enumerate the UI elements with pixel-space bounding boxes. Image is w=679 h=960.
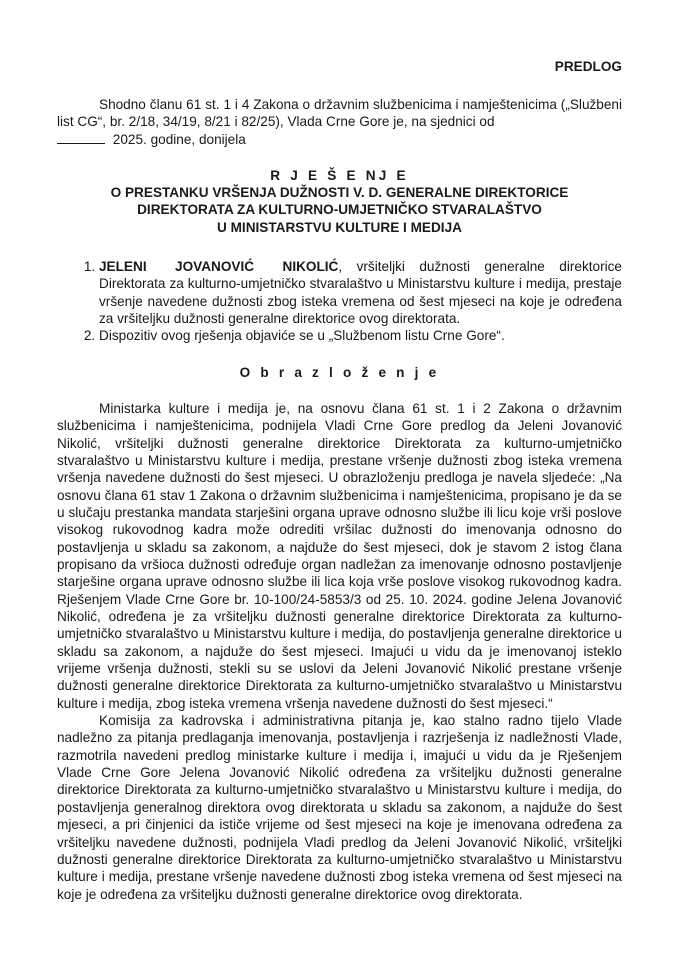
dispositive-list: [57, 258, 622, 345]
dispositive-item-2: [99, 327, 622, 344]
intro-text-after: 2025. godine, donijela: [112, 131, 246, 147]
dispositive-item-2-text: Dispozitiv ovog rješenja objaviće se u „Službenom listu Crne Gore“.: [99, 328, 505, 344]
dispositive-item-1: [99, 258, 622, 327]
title-line-3: DIREKTORATA ZA KULTURNO-UMJETNIČKO STVARALAŠTVO: [137, 202, 542, 218]
intro-text-before: Shodno članu 61 st. 1 i 4 Zakona o državnim službenicima i namještenicima („Službeni list CG“, br. 2/18, 34/19, 8/21 i 82/25), Vlada Crne Gore je, na sjednici od: [57, 97, 622, 130]
title-line-4: U MINISTARSTVU KULTURE I MEDIJA: [217, 219, 462, 235]
date-blank-line: [57, 131, 105, 144]
title-line-rjesenje: R J E Š E NJ E: [270, 168, 409, 184]
decision-title: [57, 167, 622, 236]
intro-paragraph: [57, 96, 622, 148]
reasoning-paragraph-2: Komisija za kadrovska i administrativna pitanja je, kao stalno radno tijelo Vlade nadležno za pitanja predlaganja imenovanja, postavljenja i razrješenja iz nadležnosti Vlade, razmotrila navedeni predlog ministarke kulture i medija i, imajući u vidu da je Rješenjem Vlade Crne Gore Jelena Jovanović Nikolić određena za vršiteljku dužnosti generalne direktorice Direktorata za kulturno-umjetničko stvaralaštvo u Ministarstvu kulture i medija, do postavljenja generalnog direktora ovog direktorata u skladu sa zakonom, a najduže do šest mjeseci, a pri činjenici da ističe vrijeme od šest mjeseci na koje je imenovana određena za vršiteljku navedene dužnosti, podnijela Vladi predlog da Jeleni Jovanović Nikolić, vršiteljki dužnosti generalne direktorice Direktorata za kulturno-umjetničko stvaralaštvo u Ministarstvu kulture i medija, prestane vršenje navedene dužnosti zbog isteka vremena od šest mjeseci na koje je određena za vršiteljku dužnosti generalne direktorice ovog direktorata.: [57, 713, 622, 902]
person-name: JELENI JOVANOVIĆ NIKOLIĆ: [99, 258, 339, 274]
reasoning-paragraph-1: Ministarka kulture i medija je, na osnovu člana 61 st. 1 i 2 Zakona o državnim službenicima i namještenicima, podnijela Vladi Crne Gore predlog da Jeleni Jovanović Nikolić, vršiteljki dužnosti generalne direktorice Direktorata za kulturno-umjetničko stvaralaštvo u Ministarstvu kulture i medija, prestane vršenje dužnosti zbog isteka vremena vršenja navedene dužnosti do šest mjeseci. U obrazloženju predloga je navela sljedeće: „Na osnovu člana 61 stav 1 Zakona o državnim službenicima i namještenicima, propisano je da se u slučaju prestanka mandata starješini organa uprave odnosno službe ili licu koje vrši poslove visokog rukovodnog kadra može odrediti vršilac dužnosti do imenovanja odnosno do postavljenja u skladu sa zakonom, a najduže do šest mjeseci, dok je stavom 2 istog člana propisano da vršioca dužnosti određuje organ nadležan za imenovanje odnosno postavljenje starješine organa uprave odnosno službe ili lica koja vrše poslove visokog rukovodnog kadra. Rješenjem Vlade Crne Gore br. 10-100/24-5853/3 od 25. 10. 2024. godine Jelena Jovanović Nikolić, određena je za vršiteljku dužnosti generalne direktorice Direktorata za kulturno-umjetničko stvaralaštvo u Ministarstvu kulture i medija, do postavljenja generalne direktorice u skladu sa zakonom, a najduže do šest mjeseci. Imajući u vidu da je imenovanoj isteklo vrijeme vršenja dužnosti, stekli su se uslovi da Jeleni Jovanović Nikolić prestane vršenje dužnosti generalne direktorice Direktorata za kulturno-umjetničko stvaralaštvo u Ministarstvu kulture i medija, zbog isteka vremena vršenja navedene dužnosti do šest mjeseci.“: [57, 400, 622, 711]
title-line-2: O PRESTANKU VRŠENJA DUŽNOSTI V. D. GENERALNE DIREKTORICE: [110, 185, 569, 201]
document-page: [57, 58, 622, 903]
reasoning-heading: O b r a z l o ž e n j e: [239, 364, 440, 380]
dispositive-item-1-text: , vršiteljki dužnosti generalne direktorice Direktorata za kulturno-umjetničko stvaralaštvo u Ministarstvu kulture i medija, prestaje vršenje navedene dužnosti zbog isteka vremena od šest mjeseci na koje je određena za vršiteljku dužnosti generalne direktorice ovog direktorata.: [99, 258, 622, 326]
predlog-marker: PREDLOG: [554, 59, 622, 74]
